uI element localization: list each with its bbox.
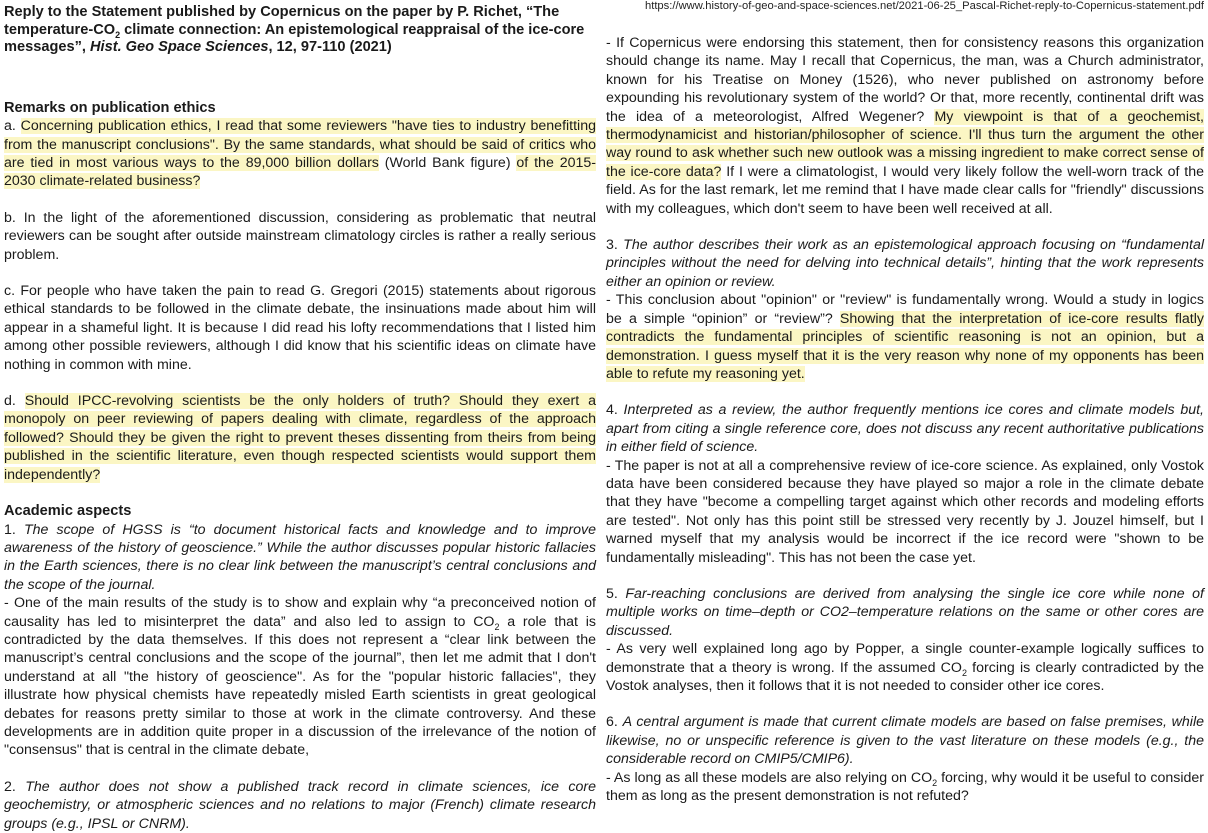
left-column xyxy=(4,0,596,833)
highlight: Should IPCC-revolving scientists be the only holders of truth? Should they exert a monopoly on peer reviewing of papers dealing with climate, regardless of the approach followed? Should they be given the right to prevent theses dissenting from theirs from being published in the scientific literature, even though respected scientists would support them independently? xyxy=(4,393,596,483)
academic-reply-6: - As long as all these models are also relying on $CO_2$ forcing, why would it be useful to consider them as long as the present demonstration is not refuted? xyxy=(606,769,1204,805)
academic-point-6: 6. A central argument is made that current climate models are based on false premises, while likewise, no or unspecific reference is given to the vast literature on these models (e.g., the considerable record on CMIP5/CMIP6). xyxy=(606,714,1204,768)
academic-point-4: 4. Interpreted as a review, the author frequently mentions ice cores and climate models but, apart from citing a single reference core, does not discuss any recent authoritative publications in either field of science. xyxy=(606,402,1204,456)
academic-point-2: 2. The author does not show a published track record in climate sciences, ice core geochemistry, or atmospheric sciences and no relations to major (French) climate research groups (e.g., IPSL or CNRM). xyxy=(4,778,596,832)
highlight: of the 2015-2030 climate-related business? xyxy=(4,155,596,190)
ethics-para-c: c. For people who have taken the pain to read G. Gregori (2015) statements about rigorous ethical standards to be followed in the climate debate, the insinuations made about him will appear in a shameful light. It is because I did read his lofty recommendations that I listed him among other possible reviewers, although I did know that his scientific ideas on climate have nothing in common with mine. xyxy=(4,283,596,373)
academic-reply-4: - The paper is not at all a comprehensive review of ice-core science. As explained, only Vostok data have been considered because they have played so major a role in the climate debate that they have "become a compelling target against which other records and modeling efforts are tested". Not only has this point still be stressed very recently by J. Jouzel himself, but I warned myself that my analysis would be incorrect if the ice record were "shown to be fundamentally misleading". This has not been the case yet. xyxy=(606,457,1204,566)
highlight: Showing that the interpretation of ice-core results flatly contradicts the fundamental principles of scientific reasoning is not an opinion, but a demonstration. I guess myself that it is the very reason why none of my opponents has been able to refute my reasoning yet. xyxy=(606,310,1204,382)
right-column xyxy=(606,34,1204,805)
academic-reply-5: - As very well explained long ago by Popper, a single counter-example logically suffices to demonstrate that a theory is wrong. If the assumed $CO_2$ forcing is clearly contradicted by the Vostok analyses, then it follows that it is not needed to consider other ice cores. xyxy=(606,641,1204,694)
source-url[interactable]: https://www.history-of-geo-and-space-sciences.net/2021-06-25_Pascal-Richet-reply-to-Copernicus-statement.pdf xyxy=(644,0,1204,12)
ethics-para-d: d. Should IPCC-revolving scientists be the only holders of truth? Should they exert a monopoly on peer reviewing of papers dealing with climate, regardless of the approach followed? Should they be given the right to prevent theses dissenting from theirs from being published in the scientific literature, even though respected scientists would support them independently? xyxy=(4,393,596,483)
academic-reply-3: - This conclusion about "opinion" or "review" is fundamentally wrong. Would a study in logics be a simple “opinion” or “review”? Showing that the interpretation of ice-core results flatly contradicts the fundamental principles of scientific reasoning is not an opinion, but a demonstration. I guess myself that it is the very reason why none of my opponents has been able to refute my reasoning yet. xyxy=(606,292,1204,382)
academic-reply-1: - One of the main results of the study is to show and explain why “a preconceived notion of causality has led to misinterpret the data” and also led to assign to $CO_2$ a role that is contradicted by the data themselves. If this does not represent a “clear link between the manuscript’s central conclusions and the scope of the journal”, then let me admit that I don't understand at all "the history of geoscience". As for the "popular historic fallacies", they illustrate how physical chemists have repeatedly misled Earth scientists in great geological debates for reasons pretty similar to those at work in the climate controversy. And these developments are in addition quite proper in a discussion of the irrelevance of the notion of "consensus" that is central in the climate debate, xyxy=(4,595,596,759)
ethics-para-a: a. Concerning publication ethics, I read that some reviewers "have ties to industry benefitting from the manuscript conclusions". By the same standards, what should be said of critics who are tied in most various ways to the 89,000 billion dollars (World Bank figure) of the 2015-2030 climate-related business? xyxy=(4,118,596,190)
highlight: My viewpoint is that of a geochemist, thermodynamicist and historian/philosopher of science. I'll thus turn the argument the other way round to ask whether such new outlook was a missing ingredient to make correct sense of the ice-core data? xyxy=(606,108,1204,180)
academic-point-3: 3. The author describes their work as an epistemological approach focusing on “fundamental principles without the need for delving into technical details”, hinting that the work represents either an opinion or review. xyxy=(606,237,1204,290)
academic-point-1: 1. The scope of HGSS is “to document historical facts and knowledge and to improve awareness of the history of geoscience.” While the author discusses popular historic fallacies in the Earth sciences, there is no clear link between the manuscript’s central conclusions and the scope of the journal. xyxy=(4,521,597,593)
ethics-heading: Remarks on publication ethics xyxy=(4,99,216,116)
academic-heading: Academic aspects xyxy=(4,503,132,520)
reply-para-copernicus: - If Copernicus were endorsing this statement, then for consistency reasons this organization should change its name. May I recall that Copernicus, the man, was a Church administrator, known for his Treatise on Money (1526), who never published on astronomy before expounding his revolutionary system of the world? Or that, more recently, continental drift was the idea of a meteorologist, Alfred Wegener? My viewpoint is that of a geochemist, thermodynamicist and historian/philosopher of science. I'll thus turn the argument the other way round to ask whether such new outlook was a missing ingredient to make correct sense of the ice-core data? If I were a climatologist, I would very likely follow the well-worn track of the field. As for the last remark, let me remind that I have made clear calls for "friendly" discussions with my colleagues, which don't seem to have been well received at all. xyxy=(606,35,1204,217)
academic-point-5: 5. Far-reaching conclusions are derived from analysing the single ice core while none of multiple works on time–depth or CO2–temperature relations on the same or other cores are discussed. xyxy=(606,585,1204,639)
document-title: Reply to the Statement published by Copernicus on the paper by P. Richet, “The temperature-$CO_2$ climate connection: An epistemological reappraisal of the ice-core messages”, Hist. Geo Space Sciences, 12, 97-110 (2021) xyxy=(4,4,585,56)
ethics-para-b: b. In the light of the aforementioned discussion, considering as problematic that neutral reviewers can be sought after outside mainstream climatology circles is rather a really serious problem. xyxy=(4,209,596,263)
highlight: Concerning publication ethics, I read that some reviewers "have ties to industry benefitting from the manuscript conclusions". By the same standards, what should be said of critics who are tied in most various ways to the 89,000 billion dollars xyxy=(4,118,596,171)
